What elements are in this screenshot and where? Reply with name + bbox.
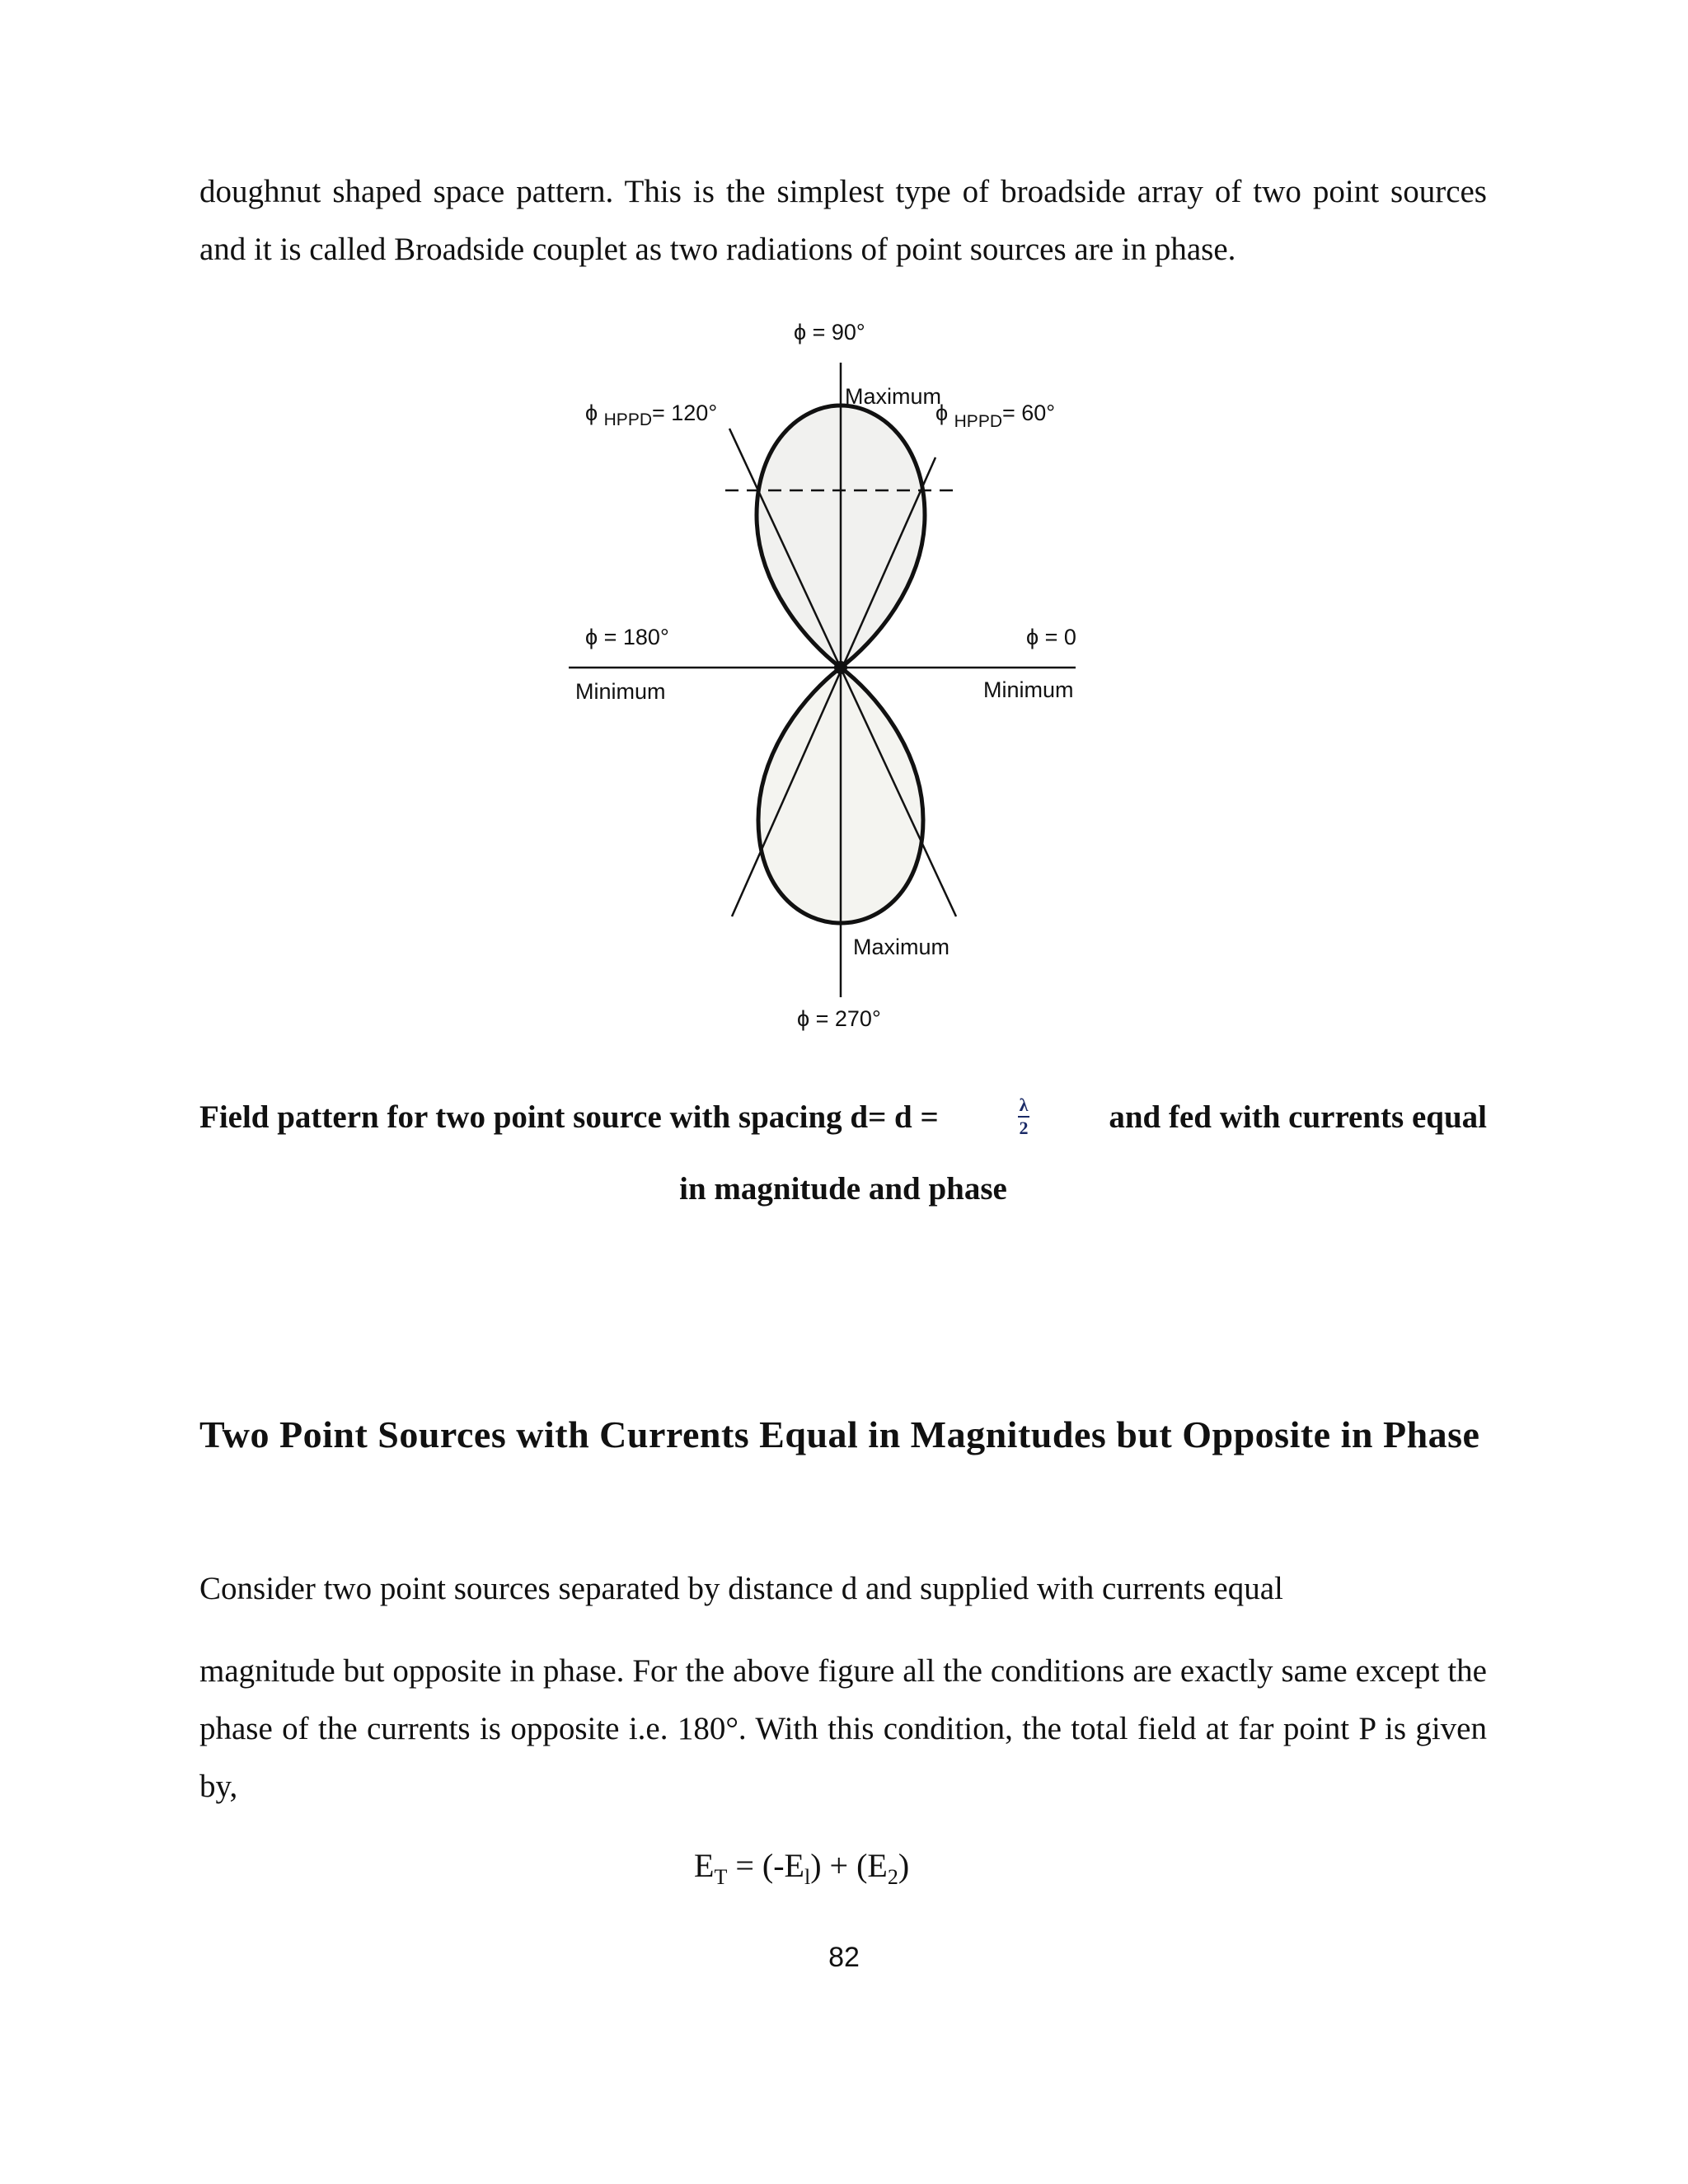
phi-270-label: ϕ = 270°	[797, 1006, 881, 1031]
total-field-equation: $E_T = (-E_l) + (E_2)$	[694, 1847, 910, 1889]
page-number: 82	[828, 1942, 860, 1973]
min-left-label: Minimum	[575, 679, 666, 704]
lambda-over-2-fraction	[1018, 1096, 1029, 1137]
fraction-numerator: λ	[1019, 1094, 1029, 1115]
phi-90-label: ϕ = 90°	[794, 320, 865, 344]
figure-caption-line1	[199, 1096, 1487, 1137]
fraction-denominator: 2	[1019, 1118, 1029, 1138]
section-heading: Two Point Sources with Currents Equal in Magnitudes but Opposite in Phase	[199, 1413, 1480, 1455]
max-bottom-label: Maximum	[853, 935, 950, 959]
phi-180-label: ϕ = 180°	[585, 625, 669, 649]
hppd-left-label: ϕ $_{HPPD}$= 120°	[585, 401, 718, 429]
figure-caption-line2: in magnitude and phase	[679, 1171, 1007, 1207]
min-right-label: Minimum	[983, 677, 1074, 702]
caption-after-fraction: and fed with currents equal	[1109, 1099, 1487, 1135]
phi-0-label: ϕ = 0	[1026, 625, 1076, 649]
origin-point	[834, 661, 847, 674]
max-top-label: Maximum	[845, 384, 942, 409]
field-pattern-figure	[560, 313, 1129, 1055]
intro-paragraph: doughnut shaped space pattern. This is the simplest type of broadside array of two point sources and it is called Broadside couplet as two radiations of point sources are in phase.	[199, 174, 1487, 267]
caption-before-fraction: Field pattern for two point source with spacing d= d =	[199, 1099, 939, 1135]
body-paragraph-1: Consider two point sources separated by distance d and supplied with currents equal	[199, 1571, 1283, 1606]
body-paragraph-2: magnitude but opposite in phase. For the above figure all the conditions are exactly same except the phase of the currents is opposite i.e. 180°. With this condition, the total field at far point P is given by,	[199, 1653, 1487, 1804]
hppd-right-label: ϕ $_{HPPD}$= 60°	[935, 401, 1056, 431]
